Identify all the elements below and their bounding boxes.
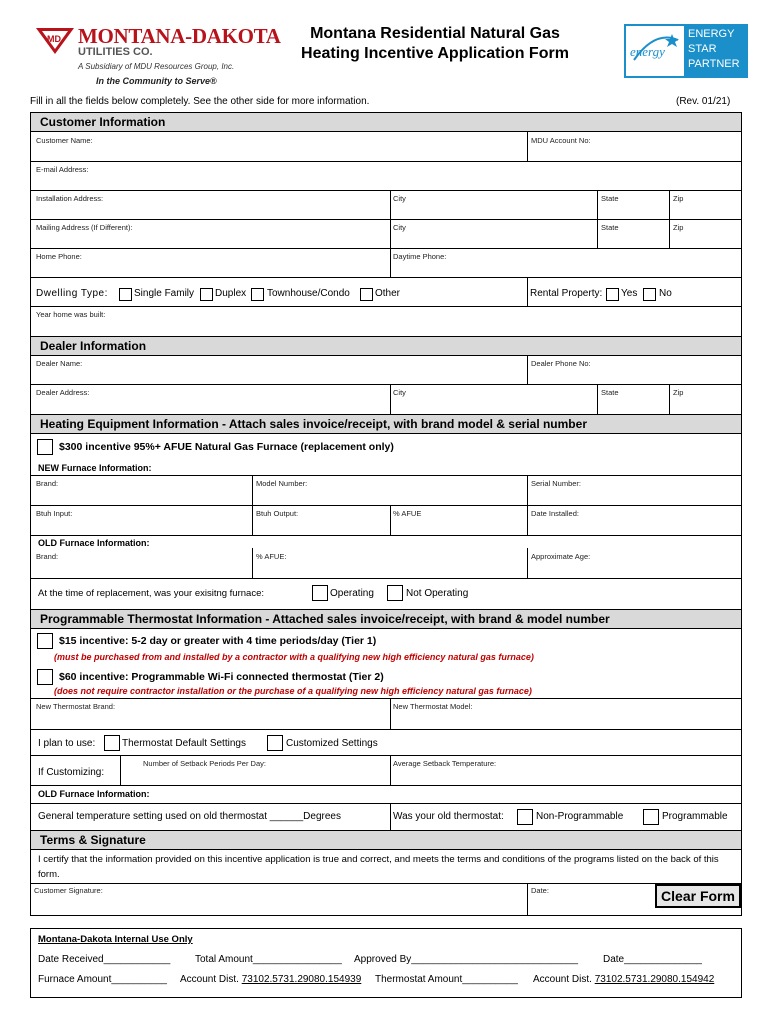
dealer-city-field[interactable]: City <box>393 388 406 397</box>
energy-star-mark <box>626 26 684 76</box>
dealer-address-field[interactable]: Dealer Address: <box>36 388 90 397</box>
customer-signature-field[interactable]: Customer Signature: <box>34 886 103 895</box>
plan-to-use-label: I plan to use: <box>38 738 96 749</box>
general-temp-setting[interactable]: General temperature setting used on old thermostat ______Degrees <box>38 811 341 822</box>
account-dist-number-1: 73102.5731.29080.154939 <box>241 974 362 985</box>
model-number-field[interactable]: Model Number: <box>256 479 308 488</box>
old-thermostat-question: Was your old thermostat: <box>393 811 504 822</box>
dwelling-type-label: Dwelling Type: <box>36 288 108 299</box>
operating-label: Operating <box>330 588 374 599</box>
year-built-field[interactable]: Year home was built: <box>36 310 106 319</box>
approved-by-field: Approved By______________________________ <box>354 954 579 965</box>
svg-text:MD: MD <box>47 34 61 44</box>
default-settings-checkbox[interactable] <box>104 735 120 751</box>
duplex-checkbox[interactable] <box>200 288 213 301</box>
dealer-section-header: Dealer Information <box>31 337 741 356</box>
single-family-checkbox[interactable] <box>119 288 132 301</box>
revision-date: (Rev. 01/21) <box>676 96 731 107</box>
duplex-label: Duplex <box>215 288 247 299</box>
non-programmable-label: Non-Programmable <box>536 811 624 822</box>
install-address-field[interactable]: Installation Address: <box>36 194 104 203</box>
thermostat-amount-field: Thermostat Amount__________ <box>375 974 518 985</box>
tier2-note: (does not require contractor installation or the purchase of a qualifying new high efficiency natural gas furnace) <box>54 686 532 696</box>
install-city-field[interactable]: City <box>393 194 406 203</box>
date-installed-field[interactable]: Date Installed: <box>531 509 579 518</box>
date-received-field: Date Received____________ <box>38 954 171 965</box>
mailing-state-field[interactable]: State <box>601 223 619 232</box>
tier2-label: $60 incentive: Programmable Wi-Fi connected thermostat (Tier 2) <box>59 671 384 683</box>
furnace-amount-field: Furnace Amount__________ <box>38 974 167 985</box>
page-title <box>270 24 600 64</box>
account-dist-1 <box>180 974 361 985</box>
tier1-note: (must be purchased from and installed by a contractor with a qualifying new high efficiency natural gas furnace) <box>54 652 534 662</box>
company-logo <box>36 24 281 90</box>
rental-no-label: No <box>659 288 672 299</box>
heating-section-header: Heating Equipment Information - Attach sales invoice/receipt, with brand model & serial number <box>31 415 741 434</box>
total-amount-field: Total Amount________________ <box>195 954 342 965</box>
rental-property-label: Rental Property: <box>530 288 603 299</box>
account-dist-2 <box>533 974 714 985</box>
furnace-incentive-label: $300 incentive 95%+ AFUE Natural Gas Furnace (replacement only) <box>59 441 394 453</box>
not-operating-checkbox[interactable] <box>387 585 403 601</box>
dealer-name-field[interactable]: Dealer Name: <box>36 359 83 368</box>
new-thermostat-brand-field[interactable]: New Thermostat Brand: <box>36 702 116 711</box>
mdu-logo-icon <box>36 26 74 56</box>
energy-star-text <box>688 27 740 72</box>
mailing-address-field[interactable]: Mailing Address (If Different): <box>36 223 133 232</box>
if-customizing-label: If Customizing: <box>38 767 105 778</box>
customized-settings-checkbox[interactable] <box>267 735 283 751</box>
home-phone-field[interactable]: Home Phone: <box>36 252 82 261</box>
clear-form-button[interactable]: Clear Form <box>655 884 741 908</box>
rental-yes-checkbox[interactable] <box>606 288 619 301</box>
default-settings-label: Thermostat Default Settings <box>122 738 246 749</box>
customer-section-header: Customer Information <box>31 113 741 132</box>
energy-script: energy <box>630 44 665 59</box>
logo-slogan: In the Community to Serve® <box>96 76 217 86</box>
customer-name-field[interactable]: Customer Name: <box>36 136 93 145</box>
energy-star-logo <box>624 24 748 78</box>
internal-use-heading: Montana-Dakota Internal Use Only <box>38 934 193 945</box>
single-family-label: Single Family <box>134 288 195 299</box>
serial-number-field[interactable]: Serial Number: <box>531 479 582 488</box>
estar-line-1: ENERGY <box>688 28 735 40</box>
new-thermostat-model-field[interactable]: New Thermostat Model: <box>393 702 473 711</box>
furnace-incentive-checkbox[interactable] <box>37 439 53 455</box>
logo-subtitle: UTILITIES CO. <box>78 46 153 58</box>
signature-date-field[interactable]: Date: <box>531 886 549 895</box>
logo-tagline: A Subsidiary of MDU Resources Group, Inc. <box>78 62 235 71</box>
mailing-zip-field[interactable]: Zip <box>673 223 684 232</box>
btuh-input-field[interactable]: Btuh Input: <box>36 509 73 518</box>
title-line-1: Montana Residential Natural Gas <box>310 25 560 42</box>
thermostat-section-header: Programmable Thermostat Information - Attached sales invoice/receipt, with brand & model number <box>31 610 741 629</box>
install-state-field[interactable]: State <box>601 194 619 203</box>
terms-section-header: Terms & Signature <box>31 831 741 850</box>
new-furnace-label: NEW Furnace Information: <box>38 463 152 473</box>
programmable-label: Programmable <box>662 811 728 822</box>
tier2-checkbox[interactable] <box>37 669 53 685</box>
account-dist-number-2: 73102.5731.29080.154942 <box>594 974 715 985</box>
instructions-text: Fill in all the fields below completely. See the other side for more information. <box>30 96 370 107</box>
estar-line-2: STAR <box>688 43 717 55</box>
non-programmable-checkbox[interactable] <box>517 809 533 825</box>
mailing-city-field[interactable]: City <box>393 223 406 232</box>
tier1-checkbox[interactable] <box>37 633 53 649</box>
not-operating-label: Not Operating <box>406 588 469 599</box>
approximate-age-field[interactable]: Approximate Age: <box>531 552 591 561</box>
rental-no-checkbox[interactable] <box>643 288 656 301</box>
daytime-phone-field[interactable]: Daytime Phone: <box>393 252 447 261</box>
old-furnace-brand-field[interactable]: Brand: <box>36 552 59 561</box>
internal-date-field: Date______________ <box>603 954 702 965</box>
dealer-zip-field[interactable]: Zip <box>673 388 684 397</box>
townhouse-checkbox[interactable] <box>251 288 264 301</box>
townhouse-label: Townhouse/Condo <box>267 288 350 299</box>
customized-settings-label: Customized Settings <box>286 738 378 749</box>
old-thermostat-info-label: OLD Furnace Information: <box>38 789 150 799</box>
rental-yes-label: Yes <box>621 288 638 299</box>
operating-checkbox[interactable] <box>312 585 328 601</box>
tier1-label: $15 incentive: 5-2 day or greater with 4 time periods/day (Tier 1) <box>59 635 377 647</box>
furnace-status-question: At the time of replacement, was your exisitng furnace: <box>38 588 264 599</box>
other-dwelling-checkbox[interactable] <box>360 288 373 301</box>
dealer-phone-field[interactable]: Dealer Phone No: <box>531 359 591 368</box>
title-line-2: Heating Incentive Application Form <box>301 45 569 62</box>
other-dwelling-label: Other <box>375 288 401 299</box>
account-number-field[interactable]: MDU Account No: <box>531 136 591 145</box>
logo-name: MONTANA-DAKOTA <box>78 24 281 48</box>
old-furnace-label: OLD Furnace Information: <box>38 538 150 548</box>
account-dist-label-2: Account Dist. <box>533 974 592 985</box>
install-zip-field[interactable]: Zip <box>673 194 684 203</box>
estar-line-3: PARTNER <box>688 58 740 70</box>
btuh-output-field[interactable]: Btuh Output: <box>256 509 299 518</box>
account-dist-label-1: Account Dist. <box>180 974 239 985</box>
afue-field[interactable]: % AFUE <box>393 509 422 518</box>
dealer-state-field[interactable]: State <box>601 388 619 397</box>
setback-periods-field[interactable]: Number of Setback Periods Per Day: <box>143 759 266 768</box>
new-furnace-brand-field[interactable]: Brand: <box>36 479 59 488</box>
average-setback-field[interactable]: Average Setback Temperature: <box>393 759 497 768</box>
email-field[interactable]: E-mail Address: <box>36 165 89 174</box>
programmable-checkbox[interactable] <box>643 809 659 825</box>
old-afue-field[interactable]: % AFUE: <box>256 552 287 561</box>
certification-text: I certify that the information provided on this incentive application is true and correct, and meets the terms and conditions of the programs listed on the back of this form. <box>38 854 719 880</box>
